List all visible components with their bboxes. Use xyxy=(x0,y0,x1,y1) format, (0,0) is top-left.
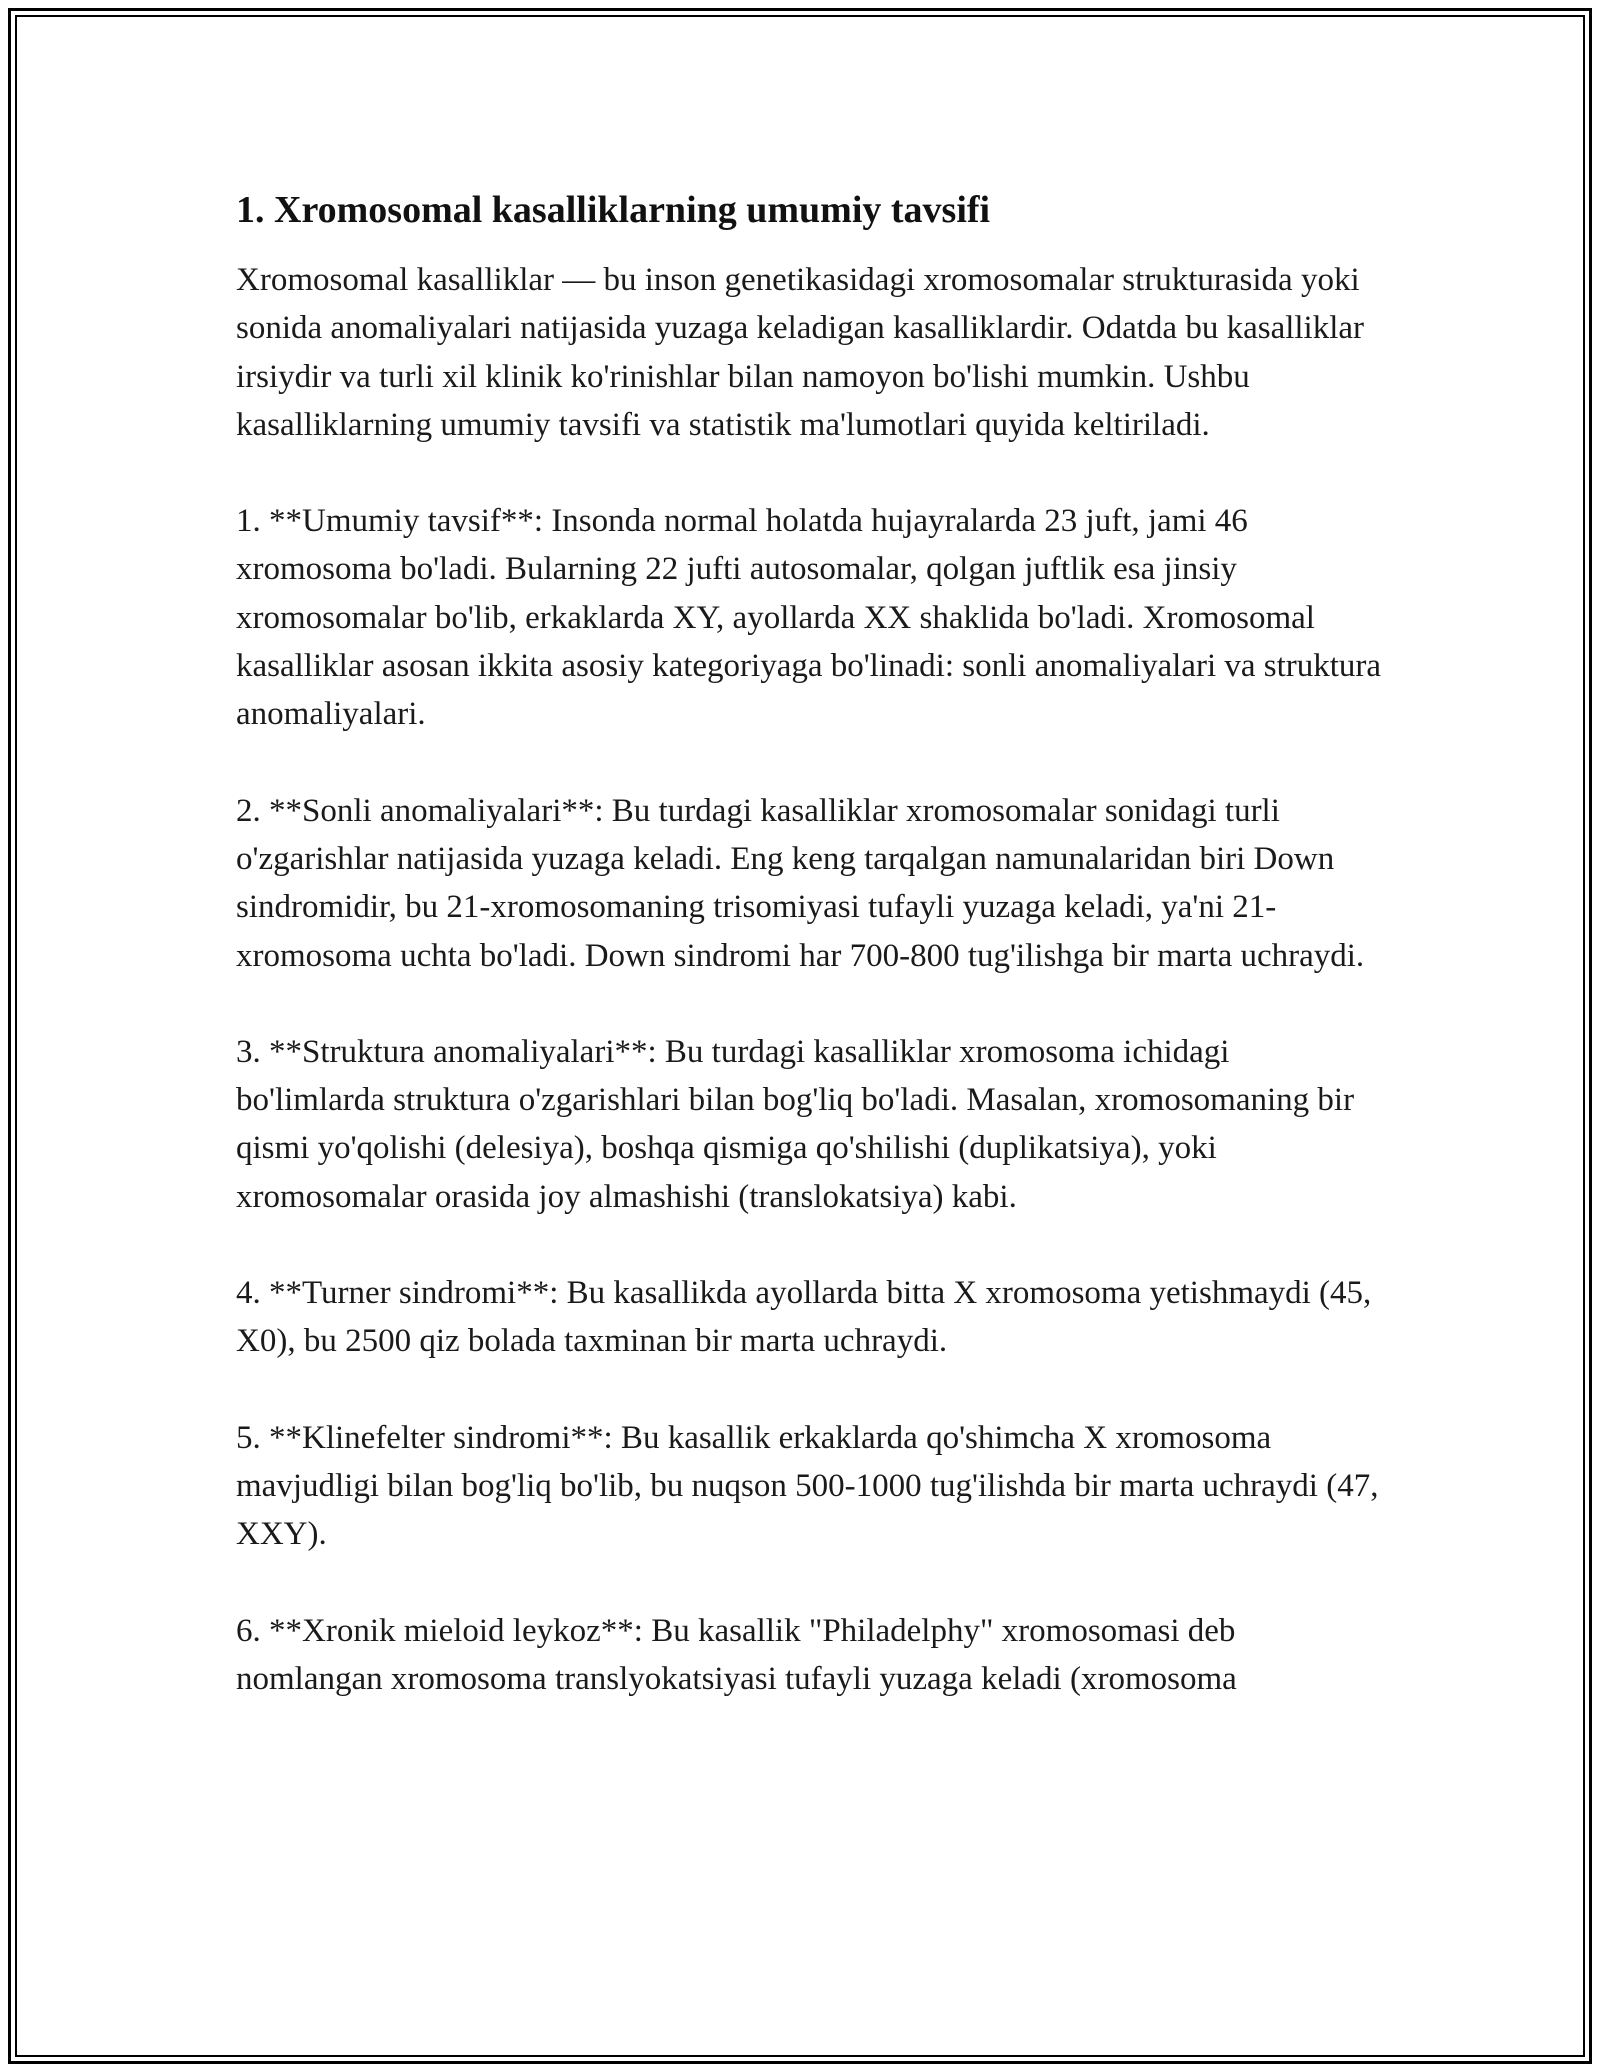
intro-paragraph: Xromosomal kasalliklar — bu inson genetikasidagi xromosomalar strukturasida yoki sonida anomaliyalari natijasida yuzaga keladigan kasalliklardir. Odatda bu kasalliklar irsiydir va turli xil klinik ko'rinishlar bilan namoyon bo'lishi mumkin. Ushbu kasalliklarning umumiy tavsifi va statistik ma'lumotlari quyida keltiriladi. xyxy=(236,262,1365,443)
list-item-klinefelter-sindromi: 5. **Klinefelter sindromi**: Bu kasallik erkaklarda qo'shimcha X xromosoma mavjudligi bilan bog'liq bo'lib, bu nuqson 500-1000 tug'ilishda bir marta uchraydi (47, XXY). xyxy=(236,1419,1379,1553)
list-item-struktura-anomaliyalari: 3. **Struktura anomaliyalari**: Bu turdagi kasalliklar xromosoma ichidagi bo'limlarda struktura o'zgarishlari bilan bog'liq bo'ladi. Masalan, xromosomaning bir qismi yo'qolishi (delesiya), boshqa qismiga qo'shilishi (duplikatsiya), yoki xromosomalar orasida joy almashishi (translokatsiya) kabi. xyxy=(236,1033,1355,1215)
list-item-sonli-anomaliyalari: 2. **Sonli anomaliyalari**: Bu turdagi kasalliklar xromosomalar sonidagi turli o'zgarishlar natijasida yuzaga keladi. Eng keng tarqalgan namunalaridan biri Down sindromidir, bu 21-xromosomaning trisomiyasi tufayli yuzaga keladi, ya'ni 21-xromosoma uchta bo'ladi. Down sindromi har 700-800 tug'ilishga bir marta uchraydi. xyxy=(236,792,1365,974)
document-body xyxy=(236,186,1386,1751)
list-item-xronik-mieloid-leykoz: 6. **Xronik mieloid leykoz**: Bu kasallik "Philadelphy" xromosomasi deb nomlangan xromosoma translyokatsiyasi tufayli yuzaga keladi (xromosoma xyxy=(236,1612,1237,1697)
section-heading: 1. Xromosomal kasalliklarning umumiy tavsifi xyxy=(236,189,991,231)
list-item-turner-sindromi: 4. **Turner sindromi**: Bu kasallikda ayollarda bitta X xromosoma yetishmaydi (45, X0), bu 2500 qiz bolada taxminan bir marta uchraydi. xyxy=(236,1275,1372,1360)
list-item-umumiy-tavsif: 1. **Umumiy tavsif**: Insonda normal holatda hujayralarda 23 juft, jami 46 xromosoma bo'ladi. Bularning 22 jufti autosomalar, qolgan juftlik esa jinsiy xromosomalar bo'lib, erkaklarda XY, ayollarda XX shaklida bo'ladi. Xromosomal kasalliklar asosan ikkita asosiy kategoriyaga bo'linadi: sonli anomaliyalari va struktura anomaliyalari. xyxy=(236,503,1382,733)
